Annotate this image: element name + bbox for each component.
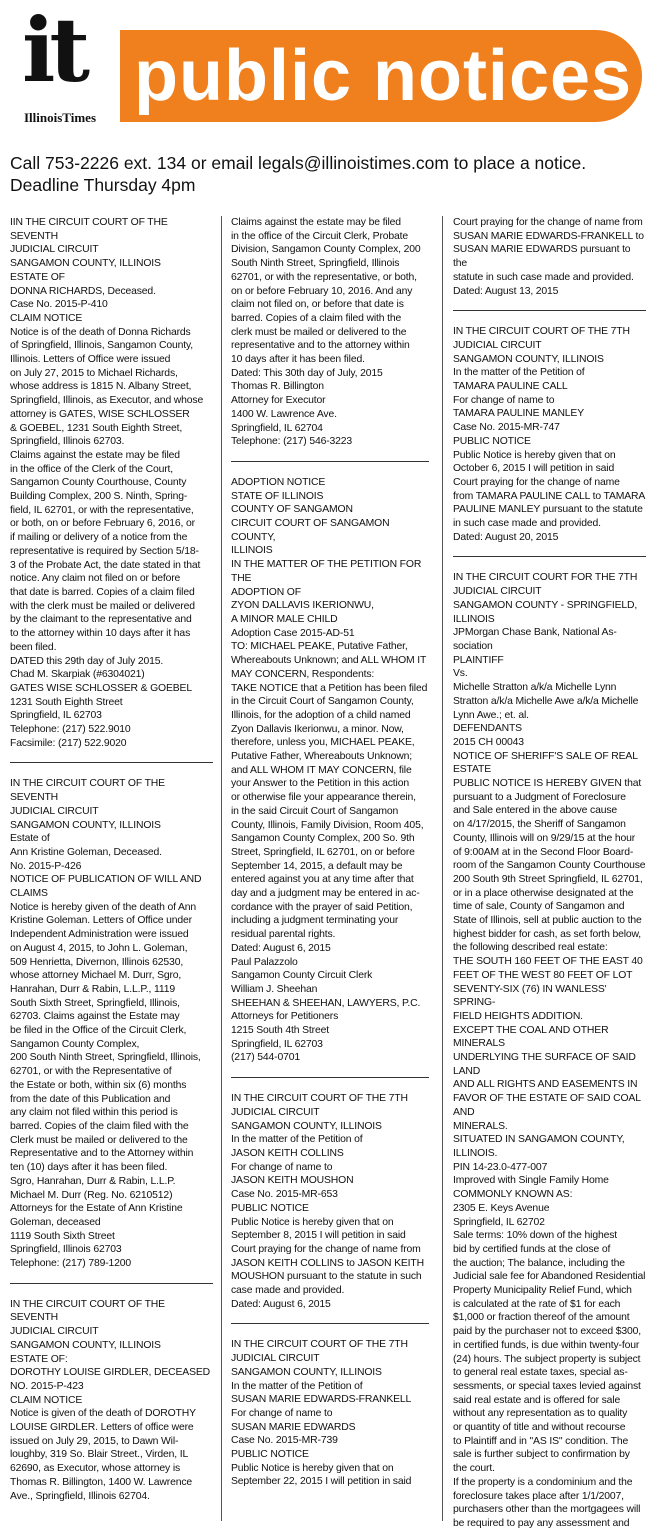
notice-separator: [10, 1283, 213, 1284]
notice-separator: [231, 461, 429, 462]
section-title: public notices: [134, 36, 633, 116]
section-banner: [120, 30, 642, 122]
column-divider: [442, 216, 443, 1521]
notices-column-3: [453, 216, 646, 1530]
contact-info: [10, 152, 650, 196]
notices-column-1: [10, 216, 213, 1503]
notice-girdler-continued: Claims against the estate may be filed in the office of the Circuit Clerk, Probate Division, Sangamon County Complex, 200 South Ninth Street, Springfield, Illinois 62701, or with the representative, or both, on or before February 10, 2016. And any claim not filed on, or before that date is barred. Copies of a claim filed with the clerk must be mailed or delivered to the representative and to the attorney within 10 days after it has been filed. Dated: This 30th day of July, 2015 Thomas R. Billington Attorney for Executor 1400 W. Lawrence Ave. Springfield, IL 62704 Telephone: (217) 546-3223: [231, 217, 421, 448]
notice-goleman-estate: IN THE CIRCUIT COURT OF THE SEVENTH JUDICIAL CIRCUIT SANGAMON COUNTY, ILLINOIS Estate of Ann Kristine Goleman, Deceased. No. 2015-P-426 NOTICE OF PUBLICATION OF WILL AND CLAIMS Notice is hereby given of the death of Ann Kristine Goleman. Letters of Office under Independent Administration were issued on August 4, 2015, to John L. Goleman, 509 Henrietta, Divernon, Illinois 62530, whose attorney Michael M. Durr, Sgro, Hanrahan, Durr & Rabin, L.L.P., 1119 South Sixth Street, Springfield, Illinois, 62703. Claims against the Estate may be filed in the Office of the Circuit Clerk, Sangamon County Complex, 200 South Ninth Street, Springfield, Illinois, 62701, or with the Representative of the Estate or both, within six (6) months from the date of this Publication and any claim not filed within this period is barred. Copies of the claim filed with the Clerk must be mailed or delivered to the Representative and to the Attorney within ten (10) days after it has been filed. Sgro, Hanrahan, Durr & Rabin, L.L.P. Michael M. Durr (Reg. No. 6210512) Attorneys for the Estate of Ann Kristine Goleman, deceased 1119 South Sixth Street Springfield, Illinois 62703 Telephone: (217) 789-1200: [10, 778, 202, 1270]
notice-call-name-change: IN THE CIRCUIT COURT OF THE 7TH JUDICIAL CIRCUIT SANGAMON COUNTY, ILLINOIS In the matter of the Petition of TAMARA PAULINE CALL For change of name to TAMARA PAULINE MANLEY Case No. 2015-MR-747 PUBLIC NOTICE Public Notice is hereby given that on October 6, 2015 I will petition in said Court praying for the change of name from TAMARA PAULINE CALL to TAMARA PAULINE MANLEY pursuant to the statute in such case made and provided. Dated: August 20, 2015: [453, 326, 646, 543]
notice-adoption: ADOPTION NOTICE STATE OF ILLINOIS COUNTY OF SANGAMON CIRCUIT COURT OF SANGAMON COUNTY, ILLINOIS IN THE MATTER OF THE PETITION FOR THE ADOPTION OF ZYON DALLAVIS IKERIONWU, A MINOR MALE CHILD Adoption Case 2015-AD-51 TO: MICHAEL PEAKE, Putative Father, Whereabouts Unknown; and ALL WHOM IT MAY CONCERN, Respondents: TAKE NOTICE that a Petition has been filed in the Circuit Court of Sangamon County, Illinois, for the adoption of a child named Zyon Dallavis Ikerionwu, a minor. Now, therefore, unless you, MICHAEL PEAKE, Putative Father, Whereabouts Unknown; and ALL WHOM IT MAY CONCERN, file your Answer to the Petition in this action or otherwise file your appearance therein, in the said Circuit Court of Sangamon County, Illinois, Family Division, Room 405, Sangamon County Complex, 200 So. 9th Street, Springfield, IL 62701, on or before September 14, 2015, a default may be entered against you at any time after that day and a judgment may be entered in ac- cordance with the prayer of said Petition, including a judgment terminating your residual parental rights. Dated: August 6, 2015 Paul Palazzolo Sangamon County Circuit Clerk William J. Sheehan SHEEHAN & SHEEHAN, LAWYERS, P.C. Attorneys for Petitioners 1215 South 4th Street Springfield, IL 62703 (217) 544-0701: [231, 476, 428, 1064]
notice-separator: [10, 762, 213, 763]
notice-separator: [453, 556, 646, 557]
notice-separator: [231, 1323, 429, 1324]
column-divider: [221, 216, 222, 1521]
notice-edwards-continued: Court praying for the change of name from SUSAN MARIE EDWARDS-FRANKELL to SUSAN MARIE EDWARDS pursuant to the statute in such case made and provided. Dated: August 13, 2015: [453, 217, 644, 297]
logo-it-mark: it: [22, 0, 85, 102]
masthead: [0, 0, 652, 140]
notice-separator: [231, 1077, 429, 1078]
notice-edwards-name-change: IN THE CIRCUIT COURT OF THE 7TH JUDICIAL CIRCUIT SANGAMON COUNTY, ILLINOIS In the matter of the Petition of SUSAN MARIE EDWARDS-FRANKELL For change of name to SUSAN MARIE EDWARDS Case No. 2015-MR-739 PUBLIC NOTICE Public Notice is hereby given that on September 22, 2015 I will petition in said: [231, 1339, 412, 1488]
notice-collins-name-change: IN THE CIRCUIT COURT OF THE 7TH JUDICIAL CIRCUIT SANGAMON COUNTY, ILLINOIS In the matter of the Petition of JASON KEITH COLLINS For change of name to JASON KEITH MOUSHON Case No. 2015-MR-653 PUBLIC NOTICE Public Notice is hereby given that on September 8, 2015 I will petition in said Court praying for the change of name from JASON KEITH COLLINS to JASON KEITH MOUSHON pursuant to the statute in such case made and provided. Dated: August 6, 2015: [231, 1093, 424, 1310]
notice-girdler-estate: IN THE CIRCUIT COURT OF THE SEVENTH JUDICIAL CIRCUIT SANGAMON COUNTY, ILLINOIS ESTATE OF: DOROTHY LOUISE GIRDLER, DECEASED NO. 2015-P-423 CLAIM NOTICE Notice is given of the death of DOROTHY LOUISE GIRDLER. Letters of office were issued on July 29, 2015, to Dawn Wil- loughby, 319 So. Blair Street., Virden, IL 62690, as Executor, whose attorney is Thomas R. Billington, 1400 W. Lawrence Ave., Springfield, Illinois 62704.: [10, 1298, 210, 1502]
illinois-times-logo[interactable]: [10, 0, 120, 130]
contact-line: Call 753-2226 ext. 134 or email legals@illinoistimes.com to place a notice.: [10, 153, 587, 173]
notice-sheriff-sale: IN THE CIRCUIT COURT FOR THE 7TH JUDICIAL CIRCUIT SANGAMON COUNTY - SPRINGFIELD, ILLINOIS JPMorgan Chase Bank, National As- sociation PLAINTIFF Vs. Michelle Stratton a/k/a Michelle Lynn Stratton a/k/a Michelle Awe a/k/a Michelle Lynn Awe.; et. al. DEFENDANTS 2015 CH 00043 NOTICE OF SHERIFF'S SALE OF REAL ESTATE PUBLIC NOTICE IS HEREBY GIVEN that pursuant to a Judgment of Foreclosure and Sale entered in the above cause on 4/17/2015, the Sheriff of Sangamon County, Illinois will on 9/29/15 at the hour of 9:00AM at in the Second Floor Board- room of the Sangamon County Courthouse 200 South 9th Street Springfield, IL 62701, or in a place otherwise designated at the time of sale, County of Sangamon and State of Illinois, sell at public auction to the highest bidder for cash, as set forth below, the following described real estate: THE SOUTH 160 FEET OF THE EAST 40 FEET OF THE WEST 80 FEET OF LOT SEVENTY-SIX (76) IN WANLESS' SPRING- FIELD HEIGHTS ADDITION. EXCEPT THE COAL AND OTHER MINERALS UNDERLYING THE SURFACE OF SAID LAND AND ALL RIGHTS AND EASEMENTS IN FAVOR OF THE ESTATE OF SAID COAL AND MINERALS. SITUATED IN SANGAMON COUNTY, ILLINOIS. PIN 14-23.0-477-007 Improved with Single Family Home COMMONLY KNOWN AS: 2305 E. Keys Avenue Springfield, IL 62702 Sale terms: 10% down of the highest bid by certified funds at the close of the auction; The balance, including the Judicial sale fee for Abandoned Residential Property Municipality Relief Fund, which is calculated at the rate of $1 for each $1,000 or fraction thereof of the amount paid by the purchaser not to exceed $300, in certified funds, is due within twenty-four (24) hours. The subject property is subject to general real estate taxes, special as- sessments, or special taxes levied against said real estate and is offered for sale without any representation as to quality or quantity of title and without recourse to Plaintiff and in "AS IS" condition. The sale is further subject to confirmation by the court. If the property is a condominium and the foreclosure takes place after 1/1/2007, purchasers other than the mortgagees will be required to pay any assessment and: [453, 572, 646, 1529]
notice-separator: [453, 310, 646, 311]
deadline-line: Deadline Thursday 4pm: [10, 175, 196, 195]
notice-richards-estate: IIN THE CIRCUIT COURT OF THE SEVENTH JUDICIAL CIRCUIT SANGAMON COUNTY, ILLINOIS ESTATE OF DONNA RICHARDS, Deceased. Case No. 2015-P-410 CLAIM NOTICE Notice is of the death of Donna Richards of Springfield, Illinois, Sangamon County, Illinois. Letters of Office were issued on July 27, 2015 to Michael Richards, whose address is 1815 N. Albany Street, Springfield, Illinois, as Executor, and whose attorney is GATES, WISE SCHLOSSER & GOEBEL, 1231 South Eighth Street, Springfield, Illinois 62703. Claims against the estate may be filed in the office of the Clerk of the Court, Sangamon County Courthouse, County Building Complex, 200 S. Ninth, Spring- field, IL 62701, or with the representative, or both, on or before February 6, 2016, or if mailing or delivery of a notice from the representative is required by Section 5/18- 3 of the Probate Act, the date stated in that notice. Any claim not filed on or before that date is barred. Copies of a claim filed with the clerk must be mailed or delivered by the claimant to the representative and to the attorney within 10 days after it has been filed. DATED this 29th day of July 2015. Chad M. Skarpiak (#6304021) GATES WISE SCHLOSSER & GOEBEL 1231 South Eighth Street Springfield, IL 62703 Telephone: (217) 522.9010 Facsimile: (217) 522.9020: [10, 217, 204, 749]
notices-column-2: [231, 216, 429, 1489]
logo-subtitle: IllinoisTimes: [24, 110, 97, 125]
